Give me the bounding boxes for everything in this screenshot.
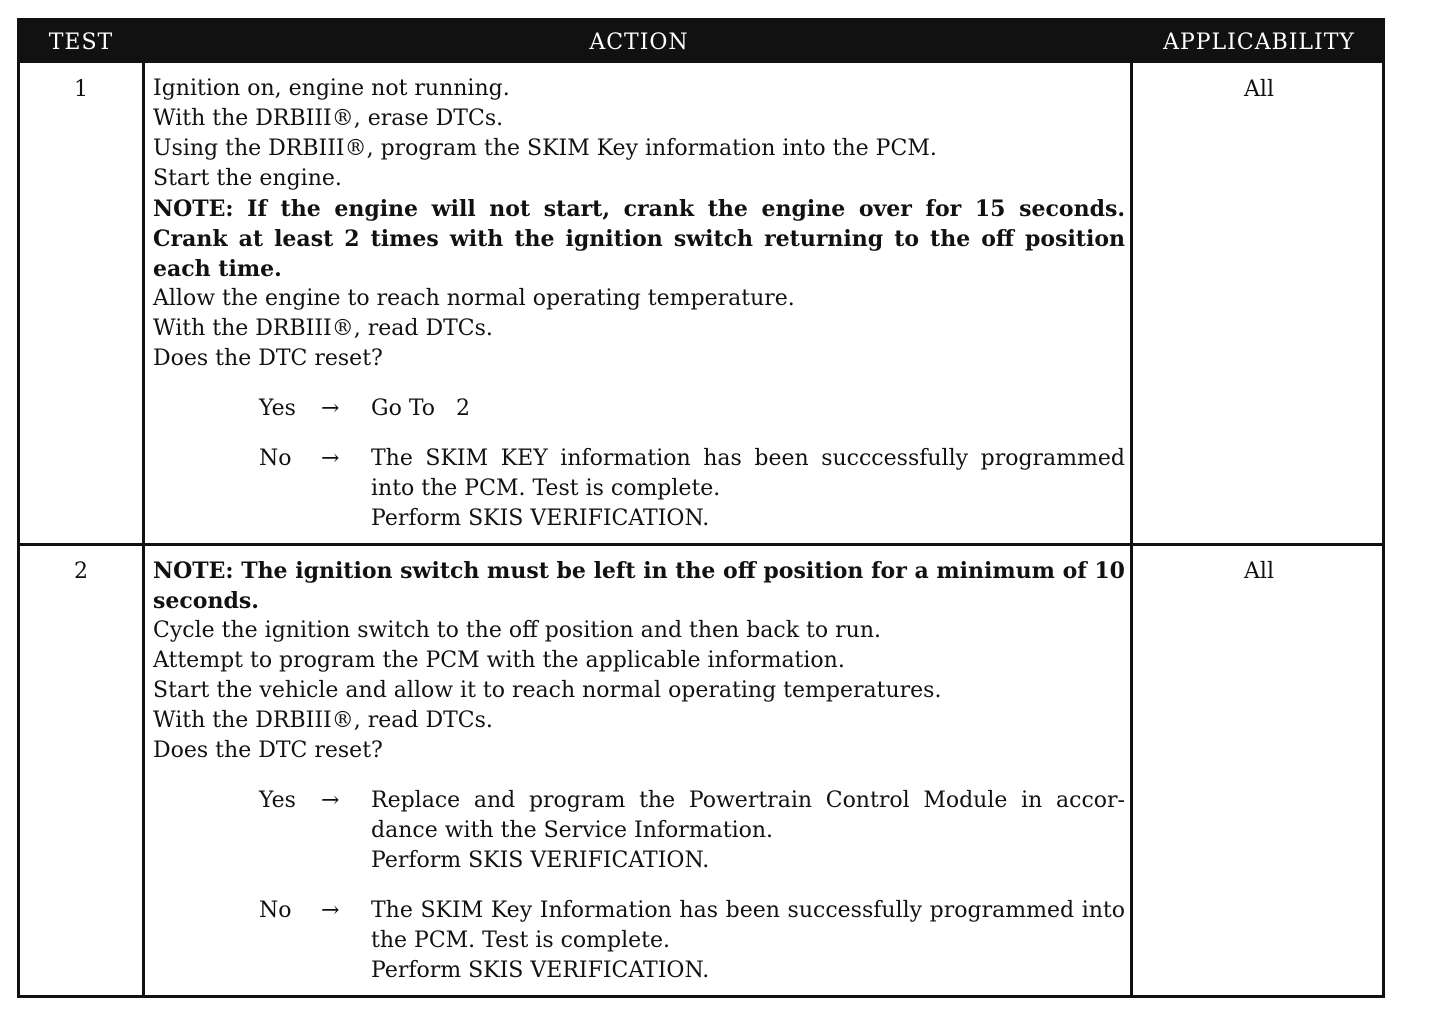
response-no [259, 444, 1125, 534]
action-line: Cycle the ignition switch to the off position and then back to run. [153, 618, 881, 643]
action-line: Does the DTC reset? [153, 346, 383, 371]
test-number: 2 [74, 559, 88, 584]
header-test: TEST [48, 30, 114, 55]
action-cell [153, 556, 1125, 986]
response-yes [259, 786, 1125, 876]
applicability-value: All [1244, 559, 1274, 584]
response-extra: Perform SKIS VERIFICATION. [371, 848, 710, 873]
arrow-icon: → [321, 396, 340, 421]
action-line: Does the DTC reset? [153, 738, 383, 763]
response-extra: Perform SKIS VERIFICATION. [371, 958, 710, 983]
response-no [259, 896, 1125, 986]
action-note: NOTE: If the engine will not start, crank the engine over for 15 seconds. Crank at least 2 times with the ignition switch returning to the off position each time. [153, 196, 1125, 282]
column-divider-test [142, 63, 145, 995]
response-label: Yes [259, 788, 296, 813]
response-text: Go To 2 [371, 396, 470, 421]
response-text-block [371, 896, 1125, 986]
action-line: Ignition on, engine not running. [153, 76, 510, 101]
column-divider-applicability [1130, 63, 1133, 995]
response-label: No [259, 446, 292, 471]
action-cell [153, 74, 1125, 534]
test-number: 1 [74, 77, 88, 102]
row-divider [20, 543, 1382, 546]
header-action: ACTION [589, 30, 689, 55]
header-applicability: APPLICABILITY [1163, 30, 1355, 55]
table-header [20, 21, 1382, 63]
response-text: The SKIM Key Information has been successfully programmed into the PCM. Test is complete. [371, 898, 1125, 953]
action-line: Using the DRBIII®, program the SKIM Key information into the PCM. [153, 136, 937, 161]
action-line: With the DRBIII®, read DTCs. [153, 708, 493, 733]
response-label: No [259, 898, 292, 923]
applicability-value: All [1244, 77, 1274, 102]
response-text-block [371, 786, 1125, 876]
response-extra: Perform SKIS VERIFICATION. [371, 506, 710, 531]
response-text: The SKIM KEY information has been succcessfully programmed into the PCM. Test is complete. [371, 446, 1125, 501]
response-label: Yes [259, 396, 296, 421]
response-text: Replace and program the Powertrain Control Module in accor-dance with the Service Information. [371, 788, 1125, 843]
arrow-icon: → [321, 898, 340, 923]
response-yes [259, 394, 1125, 424]
response-text-block [371, 444, 1125, 534]
action-line: With the DRBIII®, erase DTCs. [153, 106, 504, 131]
arrow-icon: → [321, 788, 340, 813]
action-line: With the DRBIII®, read DTCs. [153, 316, 493, 341]
action-line: Allow the engine to reach normal operating temperature. [153, 286, 795, 311]
diagnostic-test-table [17, 18, 1385, 998]
arrow-icon: → [321, 446, 340, 471]
action-note: NOTE: The ignition switch must be left in the off position for a minimum of 10 seconds. [153, 558, 1125, 614]
action-line: Start the vehicle and allow it to reach normal operating temperatures. [153, 678, 942, 703]
action-line: Attempt to program the PCM with the applicable information. [153, 648, 845, 673]
action-line: Start the engine. [153, 166, 342, 191]
